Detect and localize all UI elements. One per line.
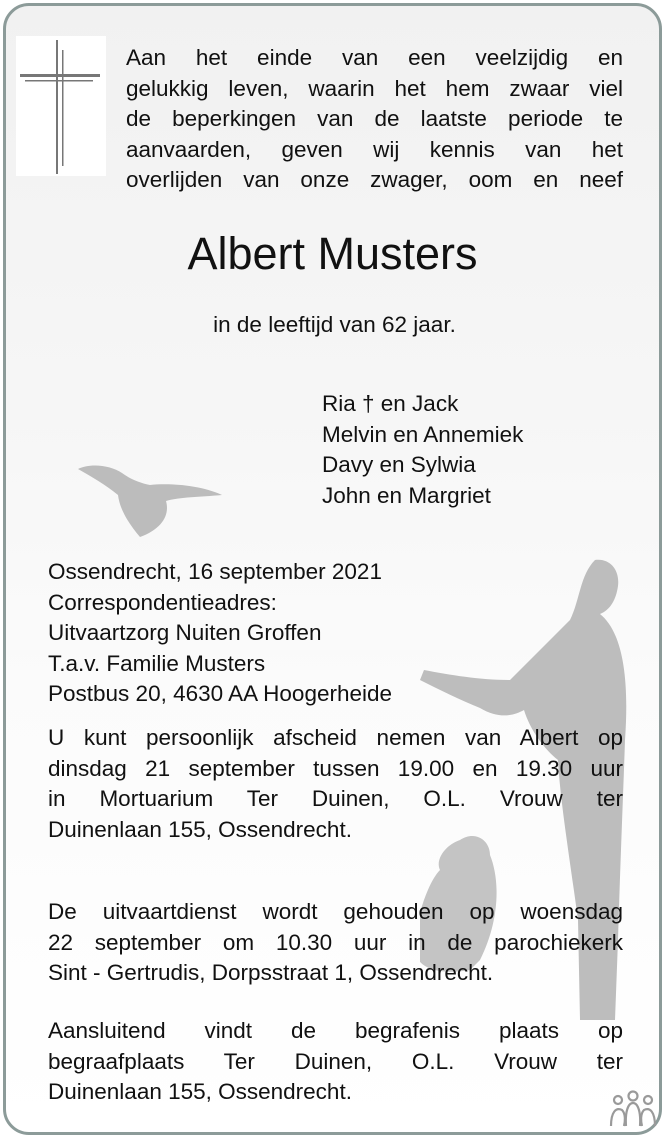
intro-text (126, 43, 623, 196)
burial-paragraph (48, 1016, 623, 1108)
address-line: Postbus 20, 4630 AA Hoogerheide (48, 681, 393, 706)
cross-icon (16, 36, 106, 176)
farewell-line: dinsdag 21 september tussen 19.00 en 19.30 uur (48, 755, 623, 781)
farewell-line: in Mortuarium Ter Duinen, O.L. Vrouw ter (48, 786, 623, 811)
address-line: Ossendrecht, 16 september 2021 (48, 559, 382, 584)
intro-line: Aan het einde van een veelzijdig en (126, 45, 623, 70)
family-member: John en Margriet (322, 482, 491, 508)
deceased-name: Albert Musters (187, 228, 478, 279)
service-line: Sint - Gertrudis, Dorpsstraat 1, Ossendrecht. (48, 960, 494, 985)
address-block (48, 557, 392, 710)
farewell-paragraph (48, 723, 623, 845)
farewell-line: Duinenlaan 155, Ossendrecht. (48, 816, 352, 842)
intro-line: de beperkingen van de laatste periode te (126, 106, 623, 131)
intro-line: aanvaarden, geven wij kennis van het (126, 136, 623, 162)
bird-silhouette (70, 455, 230, 545)
service-paragraph (48, 897, 623, 989)
burial-line: begraafplaats Ter Duinen, O.L. Vrouw ter (48, 1048, 623, 1074)
family-member: Melvin en Annemiek (322, 421, 524, 447)
farewell-line: U kunt persoonlijk afscheid nemen van Albert op (48, 725, 623, 750)
burial-line: Duinenlaan 155, Ossendrecht. (48, 1079, 352, 1104)
intro-line: gelukkig leven, waarin het hem zwaar viel (126, 75, 623, 101)
address-line: Correspondentieadres: (48, 589, 277, 615)
address-line: Uitvaartzorg Nuiten Groffen (48, 620, 322, 645)
address-line: T.a.v. Familie Musters (48, 650, 266, 676)
intro-line: overlijden van onze zwager, oom en neef (126, 167, 623, 192)
family-member: Davy en Sylwia (322, 452, 476, 477)
people-logo-icon (608, 1090, 658, 1130)
burial-line: Aansluitend vindt de begrafenis plaats op (48, 1018, 623, 1043)
age-line: in de leeftijd van 62 jaar. (213, 312, 456, 337)
family-member: Ria † en Jack (322, 391, 459, 416)
service-line: 22 september om 10.30 uur in de parochiekerk (48, 929, 623, 955)
family-list (322, 389, 523, 511)
service-line: De uitvaartdienst wordt gehouden op woensdag (48, 899, 623, 924)
